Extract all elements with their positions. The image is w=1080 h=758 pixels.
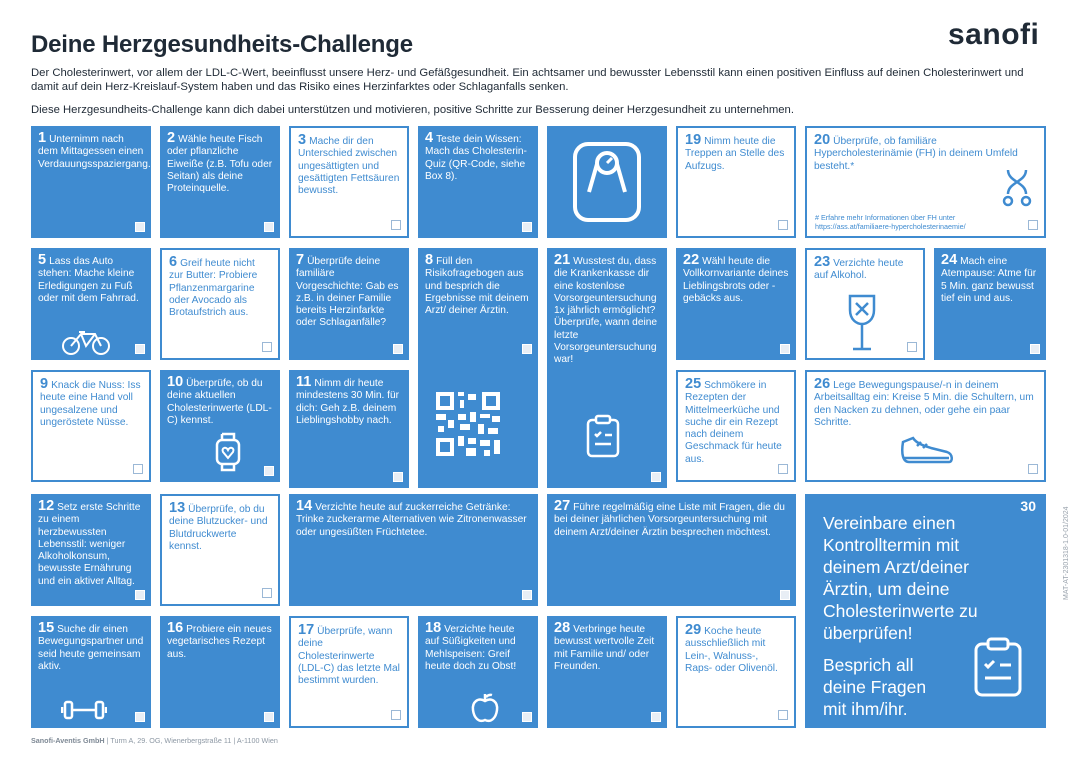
card-29 xyxy=(676,616,796,728)
checkbox[interactable] xyxy=(391,710,401,720)
page-title: Deine Herzgesundheits-Challenge xyxy=(31,31,413,58)
card-text: Knack die Nuss: Iss heute eine Hand voll ungesalzene und ungeröstete Nüsse. xyxy=(40,380,141,428)
card-text: Verbringe heute bewusst wertvolle Zeit mit Familie und/ oder Freunden. xyxy=(554,624,655,672)
card-text: Verzichte heute auf zuckerreiche Getränke: Trinke zuckerarme Alternativen wie Zitronenwasser oder ungesüßten Früchtetee. xyxy=(296,502,527,538)
card-12 xyxy=(31,494,151,606)
card-19 xyxy=(676,126,796,238)
footer xyxy=(31,736,278,745)
card-23 xyxy=(805,248,925,360)
card-text: Überprüfe, ob du deine Blutzucker- und Blutdruckwerte kennst. xyxy=(169,504,268,552)
clipboard-icon xyxy=(585,414,621,458)
checkbox[interactable] xyxy=(778,220,788,230)
card-number: 29 xyxy=(685,622,702,638)
checkbox[interactable] xyxy=(264,466,274,476)
card-number: 16 xyxy=(167,620,184,636)
card-text: Verzichte heute auf Alkohol. xyxy=(814,258,904,282)
card-text: Nimm dir heute mindestens 30 Min. für dich: Geh z.B. deinem Lieblingshobby nach. xyxy=(296,378,400,426)
card-16 xyxy=(160,616,280,728)
card-text: Mache dir den Unterschied zwischen ungesättigten und gesättigten Fettsäuren bewusst. xyxy=(298,136,400,197)
card-13 xyxy=(160,494,280,606)
card-number: 15 xyxy=(38,620,55,636)
card-25 xyxy=(676,370,796,482)
card-4 xyxy=(418,126,538,238)
card-text: Überprüfe deine familiäre Vorgeschichte: Gab es z.B. in deiner Familie bereits Herzinfarkte oder Schlaganfälle? xyxy=(296,256,399,329)
card-text: Teste dein Wissen: Mach das Cholesterin-Quiz (QR-Code, siehe Box 8). xyxy=(425,134,527,182)
card-text: Wähle heute Fisch oder pflanzliche Eiweiße (z.B. Tofu oder Seitan) als deine Proteinquelle. xyxy=(167,134,273,195)
card-30-text: Vereinbare einen Kontrolltermin mit deinem Arzt/deiner Ärztin, um deine Cholesterinwerte zu überprüfen! xyxy=(823,513,978,643)
card-text: Führe regelmäßig eine Liste mit Fragen, die du bei deiner jährlichen Vorsorgeuntersuchung mit deinem Arzt/deiner Ärztin besprechen möchtest. xyxy=(554,502,785,538)
no-alcohol-icon xyxy=(847,294,877,352)
card-number: 25 xyxy=(685,376,702,392)
card-18 xyxy=(418,616,538,728)
card-text: Überprüfe, ob familiäre Hypercholesterinämie (FH) in deinem Umfeld besteht.* xyxy=(814,136,1018,172)
card-1 xyxy=(31,126,151,238)
checkbox[interactable] xyxy=(778,464,788,474)
card-number: 14 xyxy=(296,498,313,514)
fh-footnote: # Erfahre mehr Informationen über FH unter https://ass.at/familiaere-hypercholesterinaemie/ xyxy=(815,213,966,231)
checkbox[interactable] xyxy=(135,590,145,600)
card-number: 2 xyxy=(167,130,176,146)
checkbox[interactable] xyxy=(391,220,401,230)
bicycle-icon xyxy=(61,330,111,356)
card-30 xyxy=(805,494,1046,728)
card-number: 22 xyxy=(683,252,700,268)
dna-icon xyxy=(1002,168,1032,208)
checkbox[interactable] xyxy=(907,342,917,352)
card-number: 5 xyxy=(38,252,47,268)
document-code: MAT-AT-2301318-1.0-01/2024 xyxy=(1063,506,1070,600)
card-8 xyxy=(418,248,538,488)
card-number: 30 xyxy=(1020,498,1036,514)
card-22 xyxy=(676,248,796,360)
card-20 xyxy=(805,126,1046,238)
card-27 xyxy=(547,494,796,606)
card-text: Setz erste Schritte zu einem herzbewussten Lebensstil: weniger Alkoholkonsum, bewusste Ernährung und ein aktiver Alltag. xyxy=(38,502,141,587)
card-number: 12 xyxy=(38,498,55,514)
card-text: Suche dir einen Bewegungspartner und seid heute gemeinsam aktiv. xyxy=(38,624,144,672)
card-text: Nimm heute die Treppen an Stelle des Aufzugs. xyxy=(685,136,785,172)
card-number: 26 xyxy=(814,376,831,392)
qr-code-icon xyxy=(434,390,502,458)
card-15 xyxy=(31,616,151,728)
checkbox[interactable] xyxy=(1028,464,1038,474)
card-number: 8 xyxy=(425,252,434,268)
checkbox[interactable] xyxy=(262,588,272,598)
card-7 xyxy=(289,248,409,360)
card-text: Überprüfe, wann deine Cholesterinwerte (LDL-C) das letzte Mal bestimmt wurden. xyxy=(298,626,400,687)
card-text: Lass das Auto stehen: Mache kleine Erledigungen zu Fuß oder mit dem Fahrrad. xyxy=(38,256,139,304)
checkbox[interactable] xyxy=(1028,220,1038,230)
card-number: 1 xyxy=(38,130,47,146)
smartwatch-icon xyxy=(215,432,241,472)
card-9 xyxy=(31,370,151,482)
footer-address: | Turm A, 29. OG, Wienerbergstraße 11 | A-1100 Wien xyxy=(106,736,278,745)
checkbox[interactable] xyxy=(133,464,143,474)
checkbox[interactable] xyxy=(651,472,661,482)
checkbox[interactable] xyxy=(135,222,145,232)
checkbox[interactable] xyxy=(522,590,532,600)
card-28 xyxy=(547,616,667,728)
card-number: 21 xyxy=(554,252,571,268)
card-number: 28 xyxy=(554,620,571,636)
card-5 xyxy=(31,248,151,360)
checkbox[interactable] xyxy=(651,712,661,722)
card-24 xyxy=(934,248,1046,360)
sneaker-icon xyxy=(899,434,955,468)
card-number: 17 xyxy=(298,622,315,638)
scale-tile xyxy=(547,126,667,238)
checkbox[interactable] xyxy=(135,344,145,354)
card-6 xyxy=(160,248,280,360)
sanofi-logo: sanofi xyxy=(948,18,1040,51)
checkbox[interactable] xyxy=(522,344,532,354)
card-text: Verzichte heute auf Süßigkeiten und Mehlspeisen: Greif heute doch zu Obst! xyxy=(425,624,517,672)
card-text: Unternimm nach dem Mittagessen einen Verdauungsspaziergang. xyxy=(38,134,151,170)
checkbox[interactable] xyxy=(393,472,403,482)
checkbox[interactable] xyxy=(522,712,532,722)
card-text: Füll den Risikofragebogen aus und besprich die Ergebnisse mit deinem Arzt/ deiner Ärztin. xyxy=(425,256,529,317)
card-30-text-2: Besprich all deine Fragen mit ihm/ihr. xyxy=(823,655,927,719)
card-number: 20 xyxy=(814,132,831,148)
checkbox[interactable] xyxy=(262,342,272,352)
checkbox[interactable] xyxy=(780,590,790,600)
clipboard-icon xyxy=(973,636,1023,698)
card-number: 10 xyxy=(167,374,184,390)
card-10 xyxy=(160,370,280,482)
card-text: Greif heute nicht zur Butter: Probiere Pflanzenmargarine oder Avocado als Brotaufstrich aus. xyxy=(169,258,258,319)
intro-paragraph-2: Diese Herzgesundheits-Challenge kann dich dabei unterstützen und motivieren, positive Schritte zur Besserung deiner Herzgesundheit zu unternehmen. xyxy=(31,104,794,116)
card-number: 6 xyxy=(169,254,178,270)
card-17 xyxy=(289,616,409,728)
card-text: Wusstest du, dass die Krankenkasse dir eine kostenlose Vorsorgeuntersuchung 1x jährlich ermöglicht? Überprüfe, wann deine letzte Vorsorgeuntersuchung war! xyxy=(554,256,658,366)
card-number: 9 xyxy=(40,376,49,392)
card-26 xyxy=(805,370,1046,482)
card-number: 27 xyxy=(554,498,571,514)
apple-icon xyxy=(470,692,500,724)
card-number: 3 xyxy=(298,132,307,148)
intro-paragraph: Der Cholesterinwert, vor allem der LDL-C-Wert, beeinflusst unsere Herz- und Gefäßgesundheit. Ein achtsamer und bewusster Lebensstil kann einen positiven Einfluss auf deinen Cholesterinwert und damit auf dein Herz-Kreislauf-System haben und das Risiko eines Herzinfarktes oder Schlaganfalls senken. xyxy=(31,67,1024,93)
card-14 xyxy=(289,494,538,606)
footer-company: Sanofi-Aventis GmbH xyxy=(31,736,105,745)
card-number: 13 xyxy=(169,500,186,516)
card-2 xyxy=(160,126,280,238)
card-text: Probiere ein neues vegetarisches Rezept aus. xyxy=(167,624,272,660)
card-text: Koche heute ausschließlich mit Lein-, Walnuss-, Raps- oder Olivenöl. xyxy=(685,626,778,674)
card-number: 18 xyxy=(425,620,442,636)
checkbox[interactable] xyxy=(1030,344,1040,354)
checkbox[interactable] xyxy=(393,344,403,354)
card-text: Überprüfe, ob du deine aktuellen Cholesterinwerte (LDL-C) kennst. xyxy=(167,378,272,426)
card-text: Mach eine Atempause: Atme für 5 Min. ganz bewusst tief ein und aus. xyxy=(941,256,1037,304)
card-number: 23 xyxy=(814,254,831,270)
card-text: Lege Bewegungspause/-n in deinem Arbeitsalltag ein: Kreise 5 Min. die Schultern, um den Nacken zu dehnen, oder gehe ein paar Schritte. xyxy=(814,380,1034,428)
checkbox[interactable] xyxy=(780,344,790,354)
card-text: Schmökere in Rezepten der Mittelmeerküche und suche dir ein Rezept nach deinem Geschmack für heute aus. xyxy=(685,380,782,465)
checkbox[interactable] xyxy=(264,222,274,232)
card-number: 7 xyxy=(296,252,305,268)
card-text: Wähl heute die Vollkornvariante deines Lieblingsbrots oder -gebäcks aus. xyxy=(683,256,789,304)
card-3 xyxy=(289,126,409,238)
card-21 xyxy=(547,248,667,488)
checkbox[interactable] xyxy=(264,712,274,722)
checkbox[interactable] xyxy=(778,710,788,720)
scale-icon xyxy=(571,140,643,224)
card-number: 19 xyxy=(685,132,702,148)
checkbox[interactable] xyxy=(522,222,532,232)
card-11 xyxy=(289,370,409,488)
card-number: 4 xyxy=(425,130,434,146)
dumbbell-icon xyxy=(61,698,107,722)
card-number: 11 xyxy=(296,374,312,390)
checkbox[interactable] xyxy=(135,712,145,722)
card-number: 24 xyxy=(941,252,958,268)
